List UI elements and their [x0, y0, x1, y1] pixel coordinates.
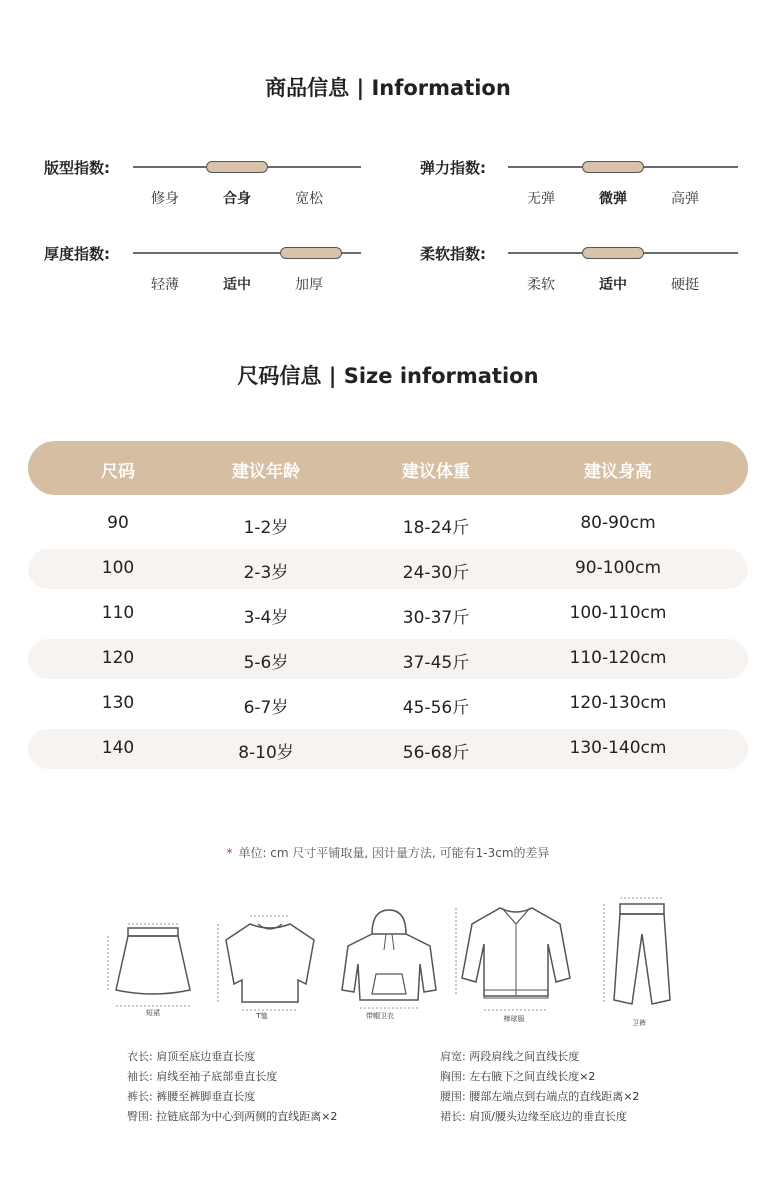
table-row — [28, 639, 748, 679]
cell-height: 90-100cm — [574, 558, 662, 578]
table-row — [28, 504, 748, 544]
thickness-index-label: 厚度指数: — [44, 245, 110, 263]
fit-option-slim: 修身 — [151, 191, 179, 207]
fit-option-loose: 宽松 — [295, 191, 323, 207]
size-table-header — [28, 441, 748, 495]
note-star: * — [226, 846, 233, 860]
cell-size: 130 — [101, 693, 135, 713]
softness-index-marker — [582, 247, 644, 259]
cell-weight: 30-37斤 — [402, 608, 470, 628]
thickness-option-thin: 轻薄 — [151, 277, 179, 293]
legend-item: 裙长: 肩顶/腰头边缘至底边的垂直长度 — [440, 1110, 627, 1123]
cell-size: 110 — [101, 603, 135, 623]
header-age: 建议年龄 — [232, 462, 300, 482]
tshirt-label: T恤 — [256, 1012, 268, 1020]
table-row — [28, 729, 748, 769]
legend-item: 衣长: 肩顶至底边垂直长度 — [127, 1050, 256, 1063]
table-row — [28, 594, 748, 634]
header-size: 尺码 — [101, 462, 135, 482]
product-info-title: 商品信息 | Information — [265, 76, 511, 100]
cell-age: 6-7岁 — [243, 698, 289, 718]
softness-option-stiff: 硬挺 — [671, 277, 699, 293]
cell-size: 120 — [101, 648, 135, 668]
thickness-option-thick: 加厚 — [295, 277, 323, 293]
legend-item: 胸围: 左右腋下之间直线长度×2 — [440, 1070, 596, 1083]
thickness-index-marker — [280, 247, 342, 259]
cell-size: 100 — [101, 558, 135, 578]
fit-option-regular: 合身 — [223, 191, 251, 207]
note-text: 单位: cm 尺寸平铺取量, 因计量方法, 可能有1-3cm的差异 — [238, 846, 550, 860]
skirt-label: 短裙 — [146, 1009, 160, 1017]
cell-weight: 37-45斤 — [402, 653, 470, 673]
cell-height: 130-140cm — [569, 738, 667, 758]
cell-weight: 18-24斤 — [402, 518, 470, 538]
legend-item: 袖长: 肩线至袖子底部垂直长度 — [127, 1070, 278, 1083]
softness-index-label: 柔软指数: — [420, 245, 486, 263]
baseball-jacket-label: 棒球服 — [503, 1015, 525, 1023]
cell-size: 90 — [107, 513, 129, 533]
cell-age: 8-10岁 — [238, 743, 294, 763]
cell-age: 2-3岁 — [243, 563, 289, 583]
skirt-diagram-icon — [98, 918, 208, 1018]
legend-item: 肩宽: 两段肩线之间直线长度 — [440, 1050, 580, 1063]
sweatpants-diagram-icon — [594, 894, 684, 1024]
cell-height: 100-110cm — [569, 603, 667, 623]
cell-weight: 24-30斤 — [402, 563, 470, 583]
cell-height: 120-130cm — [569, 693, 667, 713]
softness-option-soft: 柔软 — [527, 277, 555, 293]
elasticity-option-none: 无弹 — [527, 191, 555, 207]
fit-index-label: 版型指数: — [44, 159, 110, 177]
header-weight: 建议体重 — [402, 462, 470, 482]
elasticity-index-marker — [582, 161, 644, 173]
baseball-jacket-diagram-icon — [452, 898, 580, 1022]
cell-size: 140 — [101, 738, 135, 758]
cell-weight: 45-56斤 — [402, 698, 470, 718]
thickness-option-medium: 适中 — [223, 277, 251, 293]
cell-age: 1-2岁 — [243, 518, 289, 538]
legend-item: 臀围: 拉链底部为中心到两侧的直线距离×2 — [127, 1110, 338, 1123]
measurement-note — [0, 844, 776, 861]
legend-item: 腰围: 腰部左端点到右端点的直线距离×2 — [440, 1090, 640, 1103]
size-info-title: 尺码信息 | Size information — [237, 364, 539, 388]
hoodie-label: 带帽卫衣 — [366, 1012, 394, 1020]
fit-index-marker — [206, 161, 268, 173]
cell-age: 5-6岁 — [243, 653, 289, 673]
tshirt-diagram-icon — [210, 910, 330, 1020]
cell-weight: 56-68斤 — [402, 743, 470, 763]
softness-option-medium: 适中 — [599, 277, 627, 293]
elasticity-option-slight: 微弹 — [599, 191, 627, 207]
header-height: 建议身高 — [584, 462, 652, 482]
cell-height: 80-90cm — [580, 513, 656, 533]
elasticity-option-high: 高弹 — [671, 191, 699, 207]
elasticity-index-label: 弹力指数: — [420, 159, 486, 177]
table-row — [28, 684, 748, 724]
cell-age: 3-4岁 — [243, 608, 289, 628]
hoodie-diagram-icon — [334, 904, 444, 1020]
legend-item: 裤长: 裤腰至裤脚垂直长度 — [127, 1090, 256, 1103]
table-row — [28, 549, 748, 589]
sweatpants-label: 卫裤 — [632, 1019, 646, 1027]
cell-height: 110-120cm — [569, 648, 667, 668]
